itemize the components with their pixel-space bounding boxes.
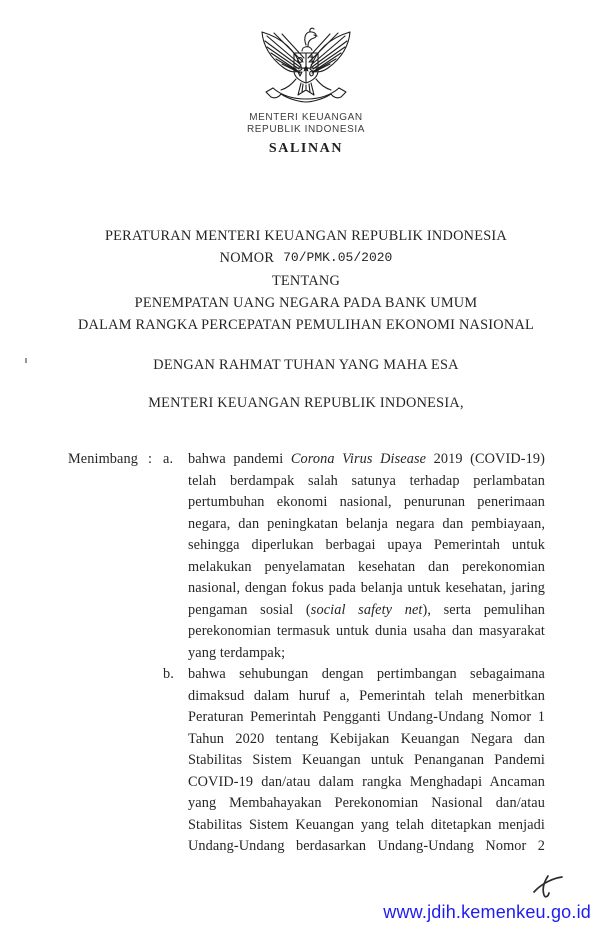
garuda-pancasila-emblem [0,27,612,109]
menimbang-colon: : [148,451,153,467]
title-line-regulation: PERATURAN MENTERI KEUANGAN REPUBLIK INDONESIA [104,228,508,244]
scan-artifact-mark [25,358,27,363]
ministry-name: MENTERI KEUANGAN [249,112,363,123]
item-text: bahwa sehubungan dengan pertimbangan sebagaimana dimaksud dalam huruf a, Pemerintah telah menerbitkan Peraturan Pemerintah Pengganti Undang-Undang Nomor 1 Tahun 2020 tentang Kebijakan Keuangan Negara dan Stabilitas Sistem Keuangan untuk Penanganan Pandemi COVID-19 dan/atau dalam rangka Menghadapi Ancaman yang Membahayakan Perekonomian Nasional dan/atau Stabilitas Sistem Keuangan yang telah ditetapkan menjadi Undang-Undang berdasarkan Undang-Undang Nomor 2 [188,666,545,854]
considerations-section [68,449,545,858]
consideration-item-a [163,449,545,664]
paraf-signature-mark [526,874,564,902]
jdih-watermark-link[interactable]: www.jdih.kemenkeu.go.id [383,902,591,922]
invocation-line: DENGAN RAHMAT TUHAN YANG MAHA ESA [153,357,459,373]
title-subject-line1: PENEMPATAN UANG NEGARA PADA BANK UMUM [134,295,478,311]
nomor-value: 70/PMK.05/2020 [283,250,393,265]
salinan-stamp: SALINAN [268,141,344,156]
nomor-label: NOMOR [219,250,275,266]
considerations-list [163,449,545,858]
title-line-nomor [0,247,612,270]
title-subject-line2: DALAM RANGKA PERCEPATAN PEMULIHAN EKONOMI NASIONAL [77,317,535,333]
authority-line: MENTERI KEUANGAN REPUBLIK INDONESIA, [148,395,464,411]
preamble-body [68,449,545,858]
regulation-title-block [0,225,612,336]
item-marker: a. [163,451,174,467]
title-line-tentang: TENTANG [271,273,341,289]
item-marker: b. [163,666,174,682]
letterhead [0,0,612,157]
ministry-country: REPUBLIK INDONESIA [246,123,366,135]
item-text: bahwa pandemi Corona Virus Disease 2019 (COVID-19) telah berdampak salah satunya terhadap perlambatan pertumbuhan ekonomi nasional, penurunan penerimaan negara, dan peningkatan belanja negara dan pembiayaan, sehingga diperlukan berbagai upaya Pemerintah untuk melakukan penyelamatan kesehatan dan perekonomian nasional, dengan fokus pada belanja untuk kesehatan, jaring pengaman sosial (social safety net), serta pemulihan perekonomian termasuk untuk dunia usaha dan masyarakat yang terdampak; [188,451,545,661]
consideration-item-b [163,664,545,858]
menimbang-label: Menimbang [68,451,138,467]
